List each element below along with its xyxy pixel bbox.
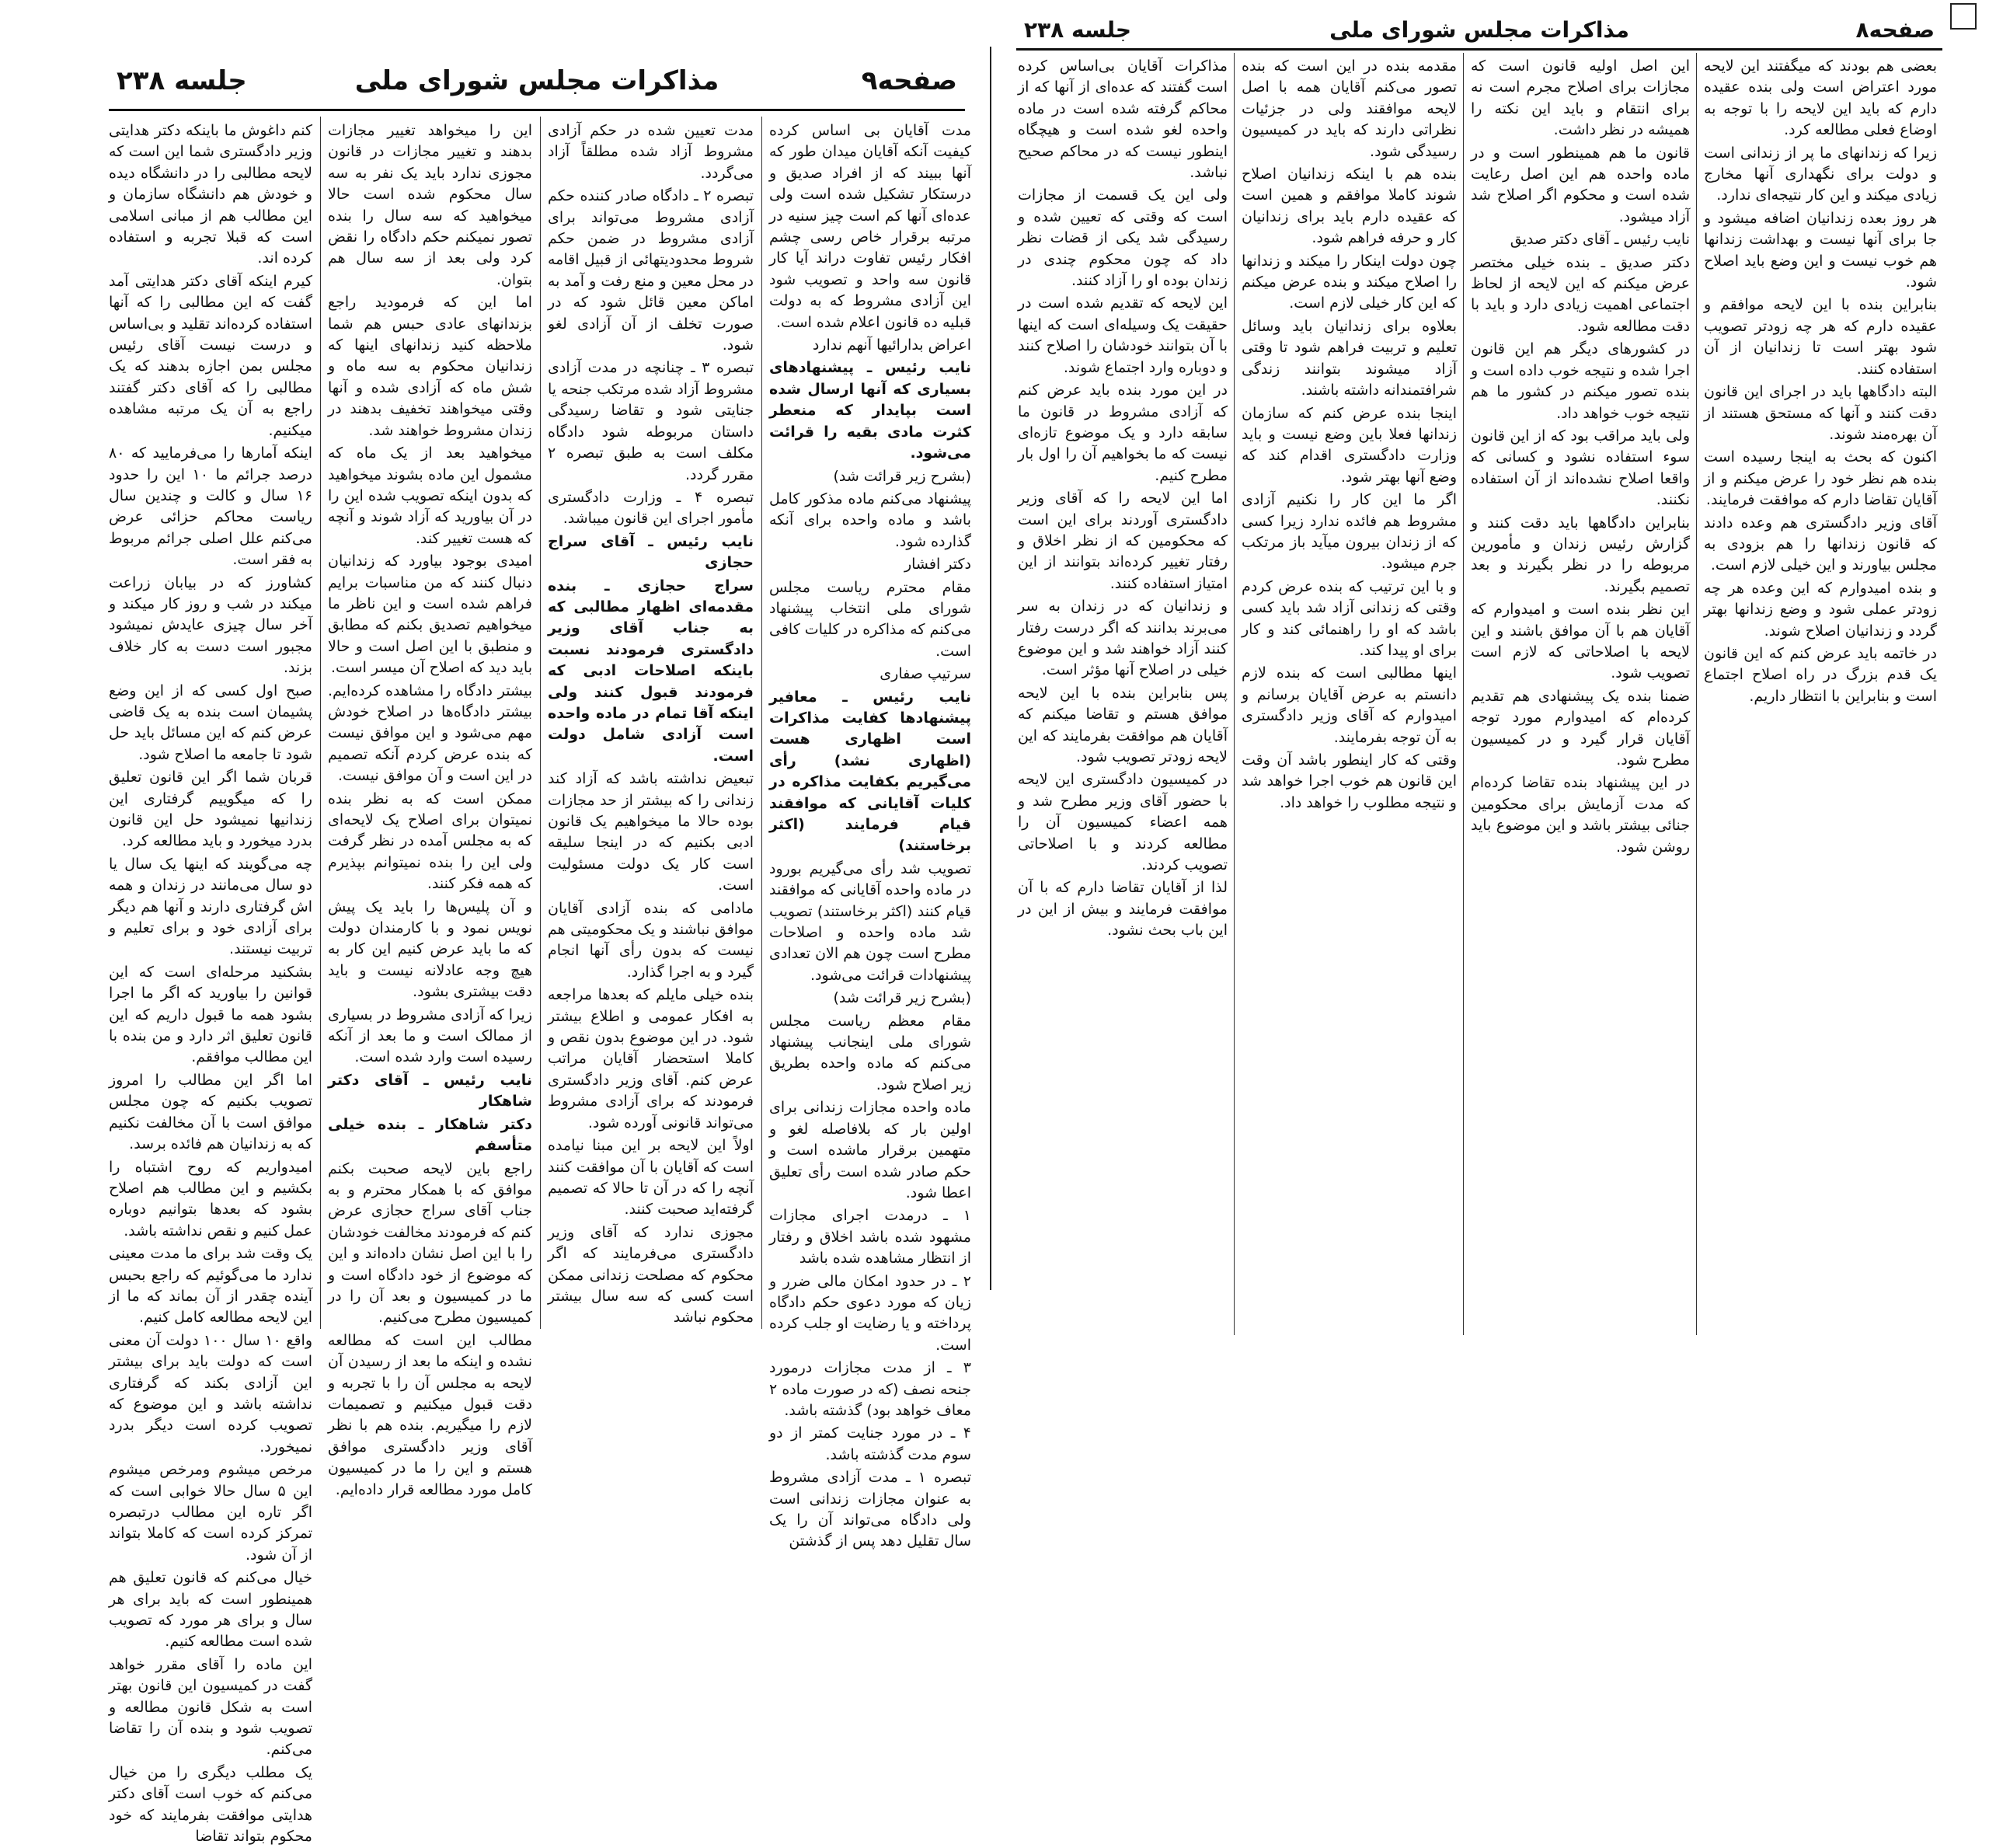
paragraph: اما این لایحه را که آقای وزیر دادگستری آوردند برای این است که محکومین که از نظر اخلاق و رفتار تغییر کرده‌اند بتوانند از این امتیاز استفاده کنند. (1018, 490, 1228, 592)
paragraph: این ماده را آقای مقرر خواهد گفت در کمیسیون این قانون بهتر است به شکل قانون مطالعه و تصویب شود و بنده آن را تقاضا می‌کنم. (109, 1655, 312, 1759)
text-column (109, 120, 312, 1846)
paragraph: میخواهید بعد از یک ماه که مشمول این ماده بشوند میخواهید که بدون اینکه تصویب شده این را در آن بیاورید که آزاد شوند و آنچه که هست تغییر کند. (328, 445, 532, 547)
paragraph: (بشرح زیر قرائت شد) (833, 989, 971, 1007)
paragraph: مدت آقایان بی اساس کرده کیفیت آنکه آقایان میدان طور که آنها ببیند که از افراد صدیق و درستکار تشکیل شده است ولی عده‌ای آنها کم است چیز سنیه در مرتبه برقرار خاص رسی چشم افکار رئیس تفاوت دراند آیا کار قانون سه واحد و تصویب شود این آزادی مشروط که به دولت قبلیه ده قانون اعلام شده است. (769, 122, 971, 331)
paragraph: ۳ ـ از مدت مجازات درمورد جنحه نصف (که در صورت ماده ۲ معاف خواهد بود) گذشته باشد. (769, 1359, 971, 1419)
text-column (1242, 56, 1457, 1330)
paragraph: این لایحه که تقدیم شده است در حقیقت یک وسیله‌ای است که اینها با آن بتوانند خودشان را اصلاح کنند و دوباره وارد اجتماع شوند. (1018, 295, 1228, 376)
paragraph: زیرا که آزادی مشروط در بسیاری از ممالک است و ما بعد از آنکه رسیده است وارد شده است. (328, 1006, 532, 1066)
paragraph: چه می‌گویند که اینها یک سال یا دو سال می‌مانند در زندان و همه اش گرفتاری دارند و آنها هم دیگر برای آزادی خود و برای تعلیم و تربیت نیستند. (109, 855, 312, 958)
paragraph: بنابراین دادگاهها باید دقت کنند و گزارش رئیس زندان و مأمورین مربوطه را در نظر بگیرند و بعد تصمیم بگیرند. (1471, 514, 1690, 595)
paragraph: مرخص میشوم ومرخص میشوم این ۵ سال حالا خوابی است که اگر تاره این مطالب درتبصره تمرکز کرده است که کاملا بتواند از آن شود. (109, 1461, 312, 1564)
paragraph: مقام معظم ریاست مجلس شورای ملی اینجانب پیشنهاد می‌کنم که ماده واحده بطریق زیر اصلاح شود. (769, 1012, 971, 1093)
paragraph: دکتر صدیق ـ بنده خیلی مختصر عرض میکنم که این لایحه از لحاظ اجتماعی اهمیت زیادی دارد و باید با دقت مطالعه شود. (1471, 253, 1690, 335)
column-divider (1696, 53, 1697, 1335)
paragraph: پس بنابراین بنده با این لایحه موافق هستم و تقاضا میکنم که آقایان هم موافقت بفرمایند که این لایحه زودتر تصویب شود. (1018, 684, 1228, 765)
paragraph: بشکنید مرحله‌ای است که این قوانین را بیاورید که اگر ما اجرا بشود همه ما قبول داریم که این قانون تعلیق اثر دارد و من بنده با این مطالب موافقم. (109, 963, 312, 1066)
column-divider (1463, 53, 1464, 1335)
paragraph: در خاتمه باید عرض کنم که این قانون یک قدم بزرگ در راه اصلاح اجتماع است و بنابراین با انتظار داریم. (1704, 644, 1937, 705)
left-running-head (109, 62, 965, 109)
column-divider (1234, 53, 1235, 1335)
text-column (328, 120, 532, 1498)
paragraph: در کمیسیون دادگستری این لایحه با حضور آقای وزیر مطرح شد و همه اعضاء کمیسیون آن را مطالعه کردند و با اصلاحاتی تصویب کردند. (1018, 771, 1228, 874)
paragraph: نایب رئیس ـ آقای دکتر صدیق (1510, 231, 1690, 249)
paragraph: راجع باین لایحه صحبت بکنم موافق که با همکار محترم و به جناب آقای سراج حجازی عرض کنم که فرمودند مخالفت خودشان را با این اصل نشان داده‌اند و این که موضوع از خود دادگاه است و ما در کمیسیون و بعد آن را در کمیسیون مطرح می‌کنیم. (328, 1159, 532, 1327)
paragraph: اما اگر این مطالب را امروز تصویب بکنیم که چون مجلس موافق است با آن مخالفت نکنیم که به زندانیان هم فائده برسد. (109, 1071, 312, 1153)
paragraph: مادامی که بنده آزادی آقایان موافق نباشند و یک محکومیتی هم نیست که بدون رأی آنها انجام گیرد و به اجرا گذارد. (548, 899, 754, 981)
paragraph: یک مطلب دیگری را من خیال می‌کنم که خوب است آقای دکتر هدایتی موافقت بفرمایند که خود محکوم بتواند تقاضا (109, 1763, 312, 1846)
session-label: جلسه ۲۳۸ (1024, 17, 1132, 43)
paragraph: تبصره ۴ ـ وزارت دادگستری مأمور اجرای این قانون میباشد. (548, 488, 754, 528)
paragraph: البته دادگاهها باید در اجرای این قانون دقت کنند و آنها که مستحق هستند از آن بهره‌مند شوند. (1704, 383, 1937, 443)
paragraph: در این مورد بنده باید عرض کنم که آزادی مشروط در قانون ما سابقه دارد و یک موضوع تازه‌ای نیست که ما بخواهیم آن را اول بار مطرح کنیم. (1018, 382, 1228, 484)
paragraph: کشاورز که در بیابان زراعت میکند در شب و روز کار میکند و آخر سال چیزی عایدش نمیشود مجبور است دست به کار خلاف بزند. (109, 574, 312, 677)
paragraph: مذاکرات آقایان بی‌اساس کرده است گفتند که عده‌ای از آنها که از محاکم گرفته شده است در ماده واحده لغو شده است و هیچگاه اینطور نیست که در محاکم صحیح نباشد. (1018, 58, 1228, 182)
paragraph: و آن پلیس‌ها را باید یک پیش نویس نمود و با کارمندان دولت که ما باید عرض کنیم این کار به هیچ وجه عادلانه نیست و باید دقت بیشتری بشود. (328, 898, 532, 1001)
paragraph: و بنده امیدوارم که این وعده هر چه زودتر عملی شود و وضع زندانها بهتر گردد و زندانیان اصلاح شوند. (1704, 579, 1937, 640)
column-divider (320, 117, 321, 1329)
text-column (1018, 56, 1228, 1330)
paragraph: ۲ ـ در حدود امکان مالی ضرر و زیان که مورد دعوی حکم دادگاه پرداخته و یا رضایت او جلب کرده است. (769, 1272, 971, 1354)
text-column (1471, 56, 1690, 1330)
page-gutter (990, 47, 993, 1290)
session-label: جلسه ۲۳۸ (117, 65, 247, 96)
paragraph: امیدواریم که روح اشتباه را بکشیم و این مطالب هم اصلاح بشود که بعدها بتوانیم دوباره عمل کنیم و نقص نداشته باشد. (109, 1158, 312, 1240)
left-page (0, 0, 988, 1846)
paragraph: لذا از آقایان تقاضا دارم که با آن موافقت فرمایند و بیش از این در این باب بحث نشود. (1018, 879, 1228, 940)
paragraph: تبعیض نداشته باشد که آزاد کند زندانی را که بیشتر از حد مجازات بوده حالا ما میخواهیم یک قانون ادبی بکنیم که در اینجا سلیقه است کار یک دولت مسئولیت است. (548, 770, 754, 894)
paragraph: ولی این یک قسمت از مجازات است که وقتی که تعیین شده و رسیدگی شد یکی از قضات نظر داد که چون محکوم چندی در زندان بوده او را آزاد کنند. (1018, 187, 1228, 290)
right-running-head (1016, 14, 1942, 61)
paragraph: بیشتر دادگاه را مشاهده کرده‌ایم. بیشتر دادگاه‌ها در اصلاح خودش مهم می‌شود و این موافق نیست که بنده عرض کردم آنکه تصمیم در این است و آن موافق نیست. (328, 682, 532, 785)
speaker-paragraph: نایب رئیس ـ آقای سراج حجازی (548, 532, 754, 572)
text-column (1704, 56, 1937, 1330)
paragraph: واقع ۱۰ سال ۱۰۰ دولت آن معنی است که دولت باید برای بیشتر این آزادی بکند که گرفتاری نداشته باشد و این موضوع که تصویب کرده است دیگر بدرد نمیخورد. (109, 1331, 312, 1456)
paragraph: بعلاوه برای زندانیان باید وسائل تعلیم و تربیت فراهم شود تا وقتی آزاد میشوند بتوانند زندگی شرافتمندانه داشته باشند. (1242, 317, 1457, 399)
paragraph: مدت تعیین شده در حکم آزادی مشروط آزاد شده مطلقاً آزاد می‌گردد. (548, 122, 754, 182)
paragraph: بنده هم با اینکه زندانیان اصلاح شوند کاملا موافقم و همین است که عقیده دارم باید برای زندانیان کار و حرفه فراهم شود. (1242, 166, 1457, 247)
paragraph: و با این ترتیب که بنده عرض کردم وقتی که زندانی آزاد شد باید کسی باشد که او را راهنمائی کند و کار برای او پیدا کند. (1242, 577, 1457, 659)
header-rule (109, 109, 965, 111)
speaker-paragraph: سراج حجازی ـ بنده مقدمه‌ای اظهار مطالبی که به جناب آقای وزیر دادگستری فرمودند نسبت باینکه اصلاحات ادبی که فرمودند قبول کنند ولی اینکه آقا تمام در ماده واحده است آزادی شامل دولت است. (548, 577, 754, 765)
paragraph: قربان شما اگر این قانون تعلیق را که میگوییم گرفتاری این زندانیها نمیشود حل این قانون بدرد میخورد و باید مطالعه کرد. (109, 769, 312, 850)
page-title: مذاکرات مجلس شورای ملی (1329, 17, 1629, 43)
corner-mark (1950, 3, 1977, 30)
paragraph: هر روز بعده زندانیان اضافه میشود و جا برای آنها نیست و بهداشت زندانها هم خوب نیست و این وضع باید اصلاح شود. (1704, 209, 1937, 291)
paragraph: مقدمه بنده در این است که بنده تصور می‌کنم آقایان همه با اصل لایحه موافقند ولی در جزئیات نظراتی دارند که باید در کمیسیون رسیدگی شود. (1242, 58, 1457, 160)
paragraph: صبح اول کسی که از این وضع پشیمان است بنده به یک قاضی عرض کنم که این مسائل باید حل شود تا جامعه ما اصلاح شود. (109, 682, 312, 763)
paragraph: کنم داغوش ما باینکه دکتر هدایتی وزیر دادگستری شما این است که لایحه مطالبی را در دانشگاه دیده و خودش هم دانشگاه سازمان و این مطالب هم از مبانی اسلامی است که قبلا تجربه و استفاده کرده اند. (109, 122, 312, 267)
paragraph: دکتر افشار (904, 556, 971, 574)
paragraph: این اصل اولیه قانون است که مجازات برای اصلاح مجرم است نه برای انتقام و باید این نکته را همیشه در نظر داشت. (1471, 58, 1690, 139)
paragraph: بنده خیلی مایلم که بعدها مراجعه به افکار عمومی و اطلاع بیشتر شود. در این موضوع بدون نقص و کاملا استحضار آقایان مراتب عرض کنم. آقای وزیر دادگستری فرمودند که برای آزادی مشروط می‌تواند قانونی آورده شود. (548, 986, 754, 1131)
paragraph: تبصره ۱ ـ مدت آزادی مشروط به عنوان مجازات زندانی است ولی دادگاه می‌تواند آن را یک سال تقلیل دهد پس از گذشتن (769, 1469, 971, 1550)
paragraph: این نظر بنده است و امیدوارم که آقایان هم با آن موافق باشند و این لایحه با اصلاحاتی که لازم است تصویب شود. (1471, 601, 1690, 682)
paragraph: چون دولت اینکار را میکند و زندانها را اصلاح میکند و بنده عرض میکنم که این کار خیلی لازم است. (1242, 252, 1457, 312)
paragraph: زیرا که زندانهای ما پر از زندانی است و دولت برای نگهداری آنها مخارج زیادی میکند و این کار نتیجه‌ای ندارد. (1704, 144, 1937, 204)
column-divider (540, 117, 541, 1329)
speaker-paragraph: نایب رئیس ـ پیشنهادهای بسیاری که آنها ارسال شده است بپایدار که منعطر کثرت مادی بقیه را قرائت می‌شود. (769, 359, 971, 462)
text-column (548, 120, 754, 1327)
paragraph: اما این که فرمودید راجع بزندانهای عادی حبس هم شما ملاحظه کنید زندانهای اینها که زندانیان محکوم به سه ماه و شش ماه که آزادی شده و آنها وقتی میخواهند تخفیف بدهند در زندان مشروط خواهند شد. (328, 294, 532, 439)
paragraph: ماده واحده مجازات زندانی برای اولین بار که بلافاصله لغو و متهمین برقرار ماشده است و حکم صادر شده است رأی تعلیق اعطا شود. (769, 1099, 971, 1201)
paragraph: ۱ ـ درمدت اجرای مجازات مشهود شده باشد اخلاق و رفتار از انتظار مشاهده شده باشد (769, 1207, 971, 1267)
paragraph: این را میخواهد تغییر مجازات بدهند و تغییر مجازات در قانون مجوزی ندارد باید یک نفر به سه سال محکوم شده است حالا میخواهید که سه سال را بنده تصور نمیکنم حکم دادگاه را نقض کرد ولی بعد از سه سال هم بتوان. (328, 122, 532, 288)
paragraph: تصویب شد رأی می‌گیریم بورود در ماده واحده آقایانی که موافقند قیام کنند (اکثر برخاستند) تصویب شد ماده واحده و اصلاحات مطرح است چون هم الان تعدادی پیشنهادات قرائت می‌شود. (769, 859, 971, 984)
paragraph: اینجا بنده عرض کنم که سازمان زندانها فعلا باین وضع نیست و باید وزارت دادگستری اقدام کند که وضع آنها بهتر شود. (1242, 404, 1457, 486)
paragraph: تبصره ۲ ـ دادگاه صادر کننده حکم آزادی مشروط می‌تواند برای آزادی مشروط در ضمن حکم شروط محدودیتهائی از قبیل اقامه در محل معین و منع رفت و آمد به اماکن معین قائل شود که در صورت تخلف از آن آزادی لغو شود. (548, 187, 754, 354)
paragraph: اولاً این لایحه بر این مبنا نیامده است که آقایان با آن موافقت کنند آنچه را که در آن تا حالا که تصمیم گرفته‌اید صحبت کنند. (548, 1137, 754, 1219)
paragraph: ممکن است که به نظر بنده نمیتوان برای اصلاح یک لایحه‌ای که به مجلس آمده در نظر گرفت ولی این را بنده نمیتوانم بپذیرم که همه فکر کنند. (328, 790, 532, 893)
speaker-paragraph: دکتر شاهکار ـ بنده خیلی متأسفم (328, 1115, 532, 1155)
page-number: صفحه۸ (1855, 17, 1935, 43)
paragraph: (بشرح زیر قرائت شد) (833, 467, 971, 485)
column-divider (761, 117, 762, 1329)
paragraph: تبصره ۳ ـ چنانچه در مدت آزادی مشروط آزاد شده مرتکب جنحه یا جنایتی شود و تقاضا رسیدگی داستان مربوطه شود دادگاه مکلف است به طبق تبصره ۲ مقرر گردد. (548, 359, 754, 483)
paragraph: سرتیپ صفاری (880, 665, 971, 683)
speaker-paragraph: نایب رئیس ـ آقای دکتر شاهکار (328, 1071, 532, 1111)
paragraph: اکنون که بحث به اینجا رسیده است بنده هم نظر خود را عرض میکنم و از آقایان تقاضا دارم که موافقت فرمایند. (1704, 448, 1937, 509)
paragraph: مجوزی ندارد که آقای وزیر دادگستری می‌فرمایند که اگر محکوم که مصلحت زندانی ممکن است کسی که سه سال بیشتر محکوم نباشد (548, 1223, 754, 1327)
paragraph: یک وقت شد برای ما مدت معینی ندارد ما می‌گوئیم که راجع بحبس آینده چقدر از آن بماند که ما از این لایحه مطالعه کامل کنیم. (109, 1245, 312, 1327)
paragraph: ولی باید مراقب بود که از این قانون سوء استفاده نشود و کسانی که واقعا اصلاح نشده‌اند از آن استفاده نکنند. (1471, 427, 1690, 509)
paragraph: امیدی بوجود بیاورد که زندانیان دنبال کنند که من مناسبات برایم فراهم شده است و این ناظر ما میخواهیم تصدیق بکنم که مطابق و منطبق با این اصل است و حالا باید دید که اصلاح آن میسر است. (328, 553, 532, 677)
paragraph: اینکه آمارها را می‌فرمایید که ۸۰ درصد جرائم ما ۱۰ این را حدود ۱۶ سال و کالت و چندین سال ریاست محاکم حزائی عرض می‌کنم علل اصلی جرائم مربوط به فقر است. (109, 445, 312, 569)
paragraph: در این پیشنهاد بنده تقاضا کرده‌ام که مدت آزمایش برای محکومین جنائی بیشتر باشد و این موضوع باید روشن شود. (1471, 774, 1690, 856)
text-column (769, 120, 971, 1550)
paragraph: مطالب این است که مطالعه نشده و اینکه ما بعد از رسیدن آن لایحه به مجلس آن را با تجربه و دقت قبول میکنیم و تصمیمات لازم را میگیریم. بنده هم با نظر آقای وزیر دادگستری موافق هستم و این را ما در کمیسیون کامل مورد مطالعه قرار داده‌ایم. (328, 1331, 532, 1498)
paragraph: کیرم اینکه آقای دکتر هدایتی آمد گفت که این مطالبی را که آنها استفاده کرده‌اند تقلید و بی‌اساس و درست نیست آقای رئیس مجلس بمن اجازه بدهند که یک مطالبی را که آقای دکتر گفتند راجع به آن یک مرتبه مشاهده میکنیم. (109, 272, 312, 439)
page-number: صفحه۹ (861, 65, 957, 96)
paragraph: مقام محترم ریاست مجلس شورای ملی انتخاب پیشنهاد می‌کنم که مذاکره در کلیات کافی است. (769, 578, 971, 660)
paragraph: قانون ما هم همینطور است و در ماده واحده هم این اصل رعایت شده است و محکوم اگر اصلاح شد آزاد میشود. (1471, 144, 1690, 225)
paragraph: ۴ ـ در مورد جنایت کمتر از دو سوم مدت گذشته باشد. (769, 1424, 971, 1463)
paragraph: اینها مطالبی است که بنده لازم دانستم به عرض آقایان برسانم و امیدوارم که آقای وزیر دادگستری به آن توجه بفرمایند. (1242, 664, 1457, 746)
right-page (1001, 0, 1981, 1346)
paragraph: و زندانیان که در زندان به سر می‌برند بدانند که اگر درست رفتار کنند آزاد خواهند شد و این موضوع خیلی در اصلاح آنها مؤثر است. (1018, 598, 1228, 679)
paragraph: آقای وزیر دادگستری هم وعده دادند که قانون زندانها را هم بزودی به مجلس بیاورند و این خیلی لازم است. (1704, 514, 1937, 574)
paragraph: در کشورهای دیگر هم این قانون اجرا شده و نتیجه خوب داده است و بنده تصور میکنم در کشور ما هم نتیجه خوب خواهد داد. (1471, 340, 1690, 422)
speaker-paragraph: نایب رئیس ـ معافیر پیشنهادها کفایت مذاکرات است اظهاری هست (اظهاری نشد) رأی می‌گیریم بکفایت مذاکره در کلیات آقایانی که موافقند قیام فرمایند (اکثر برخاستند) (769, 688, 971, 855)
paragraph: وقتی که کار اینطور باشد آن وقت این قانون هم خوب اجرا خواهد شد و نتیجه مطلوب را خواهد داد. (1242, 751, 1457, 811)
paragraph: بعضی هم بودند که میگفتند این لایحه مورد اعتراض است ولی بنده عقیده دارم که باید این لایحه را با توجه به اوضاع فعلی مطالعه کرد. (1704, 58, 1937, 139)
paragraph: بنابراین بنده با این لایحه موافقم و عقیده دارم که هر چه زودتر تصویب شود بهتر است تا زندانیان از آن استفاده کنند. (1704, 296, 1937, 378)
paragraph: پیشنهاد می‌کنم ماده مذکور کامل باشد و ماده واحده برای آنکه گذارده شود. (769, 490, 971, 550)
paragraph: ضمنا بنده یک پیشنهادی هم تقدیم کرده‌ام که امیدوارم مورد توجه آقایان قرار گیرد و در کمیسیون مطرح شود. (1471, 687, 1690, 769)
page-title: مذاکرات مجلس شورای ملی (354, 65, 719, 96)
paragraph: اگر ما این کار را نکنیم آزادی مشروط هم فائده ندارد زیرا کسی که از زندان بیرون میآید باز مرتکب جرم میشود. (1242, 491, 1457, 573)
paragraph: خیال می‌کنم که قانون تعلیق هم همینطور است که باید برای هر سال و برای هر مورد که تصویب شده است مطالعه کنیم. (109, 1569, 312, 1651)
paragraph: اعراض بدارائیها آنهم ندارد (812, 336, 971, 354)
header-rule (1016, 48, 1942, 51)
